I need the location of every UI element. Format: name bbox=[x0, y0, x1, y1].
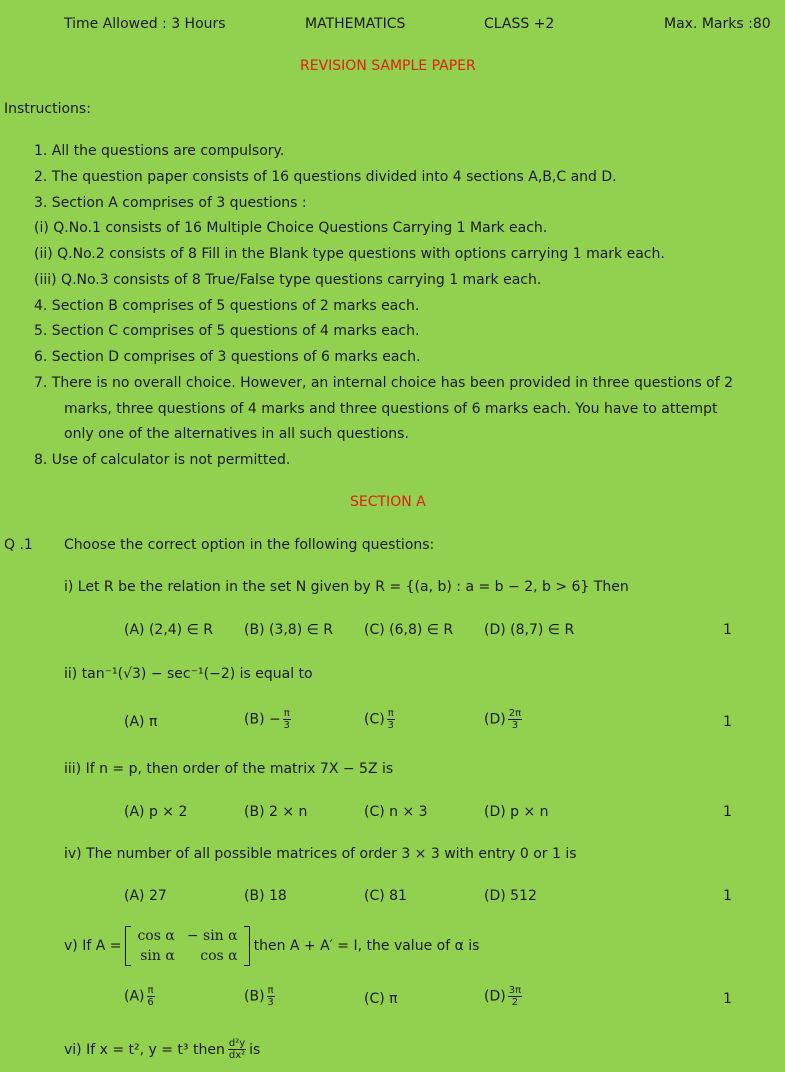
question-part-vi: vi) If x = t², y = t³ then $\frac{\text{d²y}}{\text{dx²}}$ is bbox=[64, 1038, 261, 1061]
option-d: (D) 512 bbox=[484, 888, 537, 904]
option-b: (B) (3,8) ∈ R bbox=[244, 622, 333, 638]
option-b: (B) − $\frac{\pi}{3}$ bbox=[244, 708, 290, 731]
option-b: (B) 2 × n bbox=[244, 804, 308, 820]
instruction-item: 2. The question paper consists of 16 questions divided into 4 sections A,B,C and D. bbox=[34, 169, 617, 185]
instruction-item: 5. Section C comprises of 5 questions of 4 marks each. bbox=[34, 323, 420, 339]
option-c: (C) n × 3 bbox=[364, 804, 428, 820]
subject: MATHEMATICS bbox=[305, 16, 406, 32]
paper-title: REVISION SAMPLE PAPER bbox=[300, 58, 476, 74]
mark-value: 1 bbox=[723, 714, 732, 730]
instruction-item: (ii) Q.No.2 consists of 8 Fill in the Blank type questions with options carrying 1 mark each. bbox=[34, 246, 665, 262]
class-label: CLASS +2 bbox=[484, 16, 555, 32]
time-allowed: Time Allowed : 3 Hours bbox=[64, 16, 226, 32]
mark-value: 1 bbox=[723, 888, 732, 904]
mark-value: 1 bbox=[723, 804, 732, 820]
matrix: cos α − sin α sin α cos α bbox=[125, 926, 249, 966]
mark-value: 1 bbox=[723, 991, 732, 1007]
instruction-item: 7. There is no overall choice. However, an internal choice has been provided in three questions of 2 bbox=[34, 375, 734, 391]
option-c: (C) $\frac{\pi}{3}$ bbox=[364, 708, 394, 731]
instruction-item: (iii) Q.No.3 consists of 8 True/False type questions carrying 1 mark each. bbox=[34, 272, 542, 288]
instruction-item: 8. Use of calculator is not permitted. bbox=[34, 452, 291, 468]
instruction-item: (i) Q.No.1 consists of 16 Multiple Choice Questions Carrying 1 Mark each. bbox=[34, 220, 548, 236]
option-a: (A) π bbox=[124, 714, 158, 730]
instruction-item: marks, three questions of 4 marks and three questions of 6 marks each. You have to attempt bbox=[64, 401, 718, 417]
option-a: (A) (2,4) ∈ R bbox=[124, 622, 213, 638]
option-d: (D) p × n bbox=[484, 804, 549, 820]
max-marks: Max. Marks :80 bbox=[664, 16, 771, 32]
instruction-item: 6. Section D comprises of 3 questions of 6 marks each. bbox=[34, 349, 421, 365]
question-text: Choose the correct option in the following questions: bbox=[64, 537, 435, 553]
option-a: (A) 27 bbox=[124, 888, 167, 904]
question-number: Q .1 bbox=[4, 537, 33, 553]
option-a: (A) $\frac{\pi}{6}$ bbox=[124, 985, 154, 1008]
option-c: (C) 81 bbox=[364, 888, 407, 904]
option-d: (D) $\frac{2\pi}{3}$ bbox=[484, 708, 522, 731]
option-b: (B) $\frac{\pi}{3}$ bbox=[244, 985, 274, 1008]
option-a: (A) p × 2 bbox=[124, 804, 188, 820]
option-d: (D) (8,7) ∈ R bbox=[484, 622, 575, 638]
question-part-iii: iii) If n = p, then order of the matrix 7X − 5Z is bbox=[64, 761, 394, 777]
instruction-item: only one of the alternatives in all such questions. bbox=[64, 426, 409, 442]
question-part-v: v) If A = cos α − sin α sin α cos α then A + A′ = I, the value of α is bbox=[64, 928, 480, 964]
option-c: (C) (6,8) ∈ R bbox=[364, 622, 454, 638]
instruction-item: 4. Section B comprises of 5 questions of 2 marks each. bbox=[34, 298, 420, 314]
instruction-item: 3. Section A comprises of 3 questions : bbox=[34, 195, 307, 211]
section-a-heading: SECTION A bbox=[350, 494, 426, 510]
option-c: (C) π bbox=[364, 991, 398, 1007]
option-b: (B) 18 bbox=[244, 888, 287, 904]
mark-value: 1 bbox=[723, 622, 732, 638]
question-part-i: i) Let R be the relation in the set N given by R = {(a, b) : a = b − 2, b > 6} Then bbox=[64, 579, 629, 595]
question-part-iv: iv) The number of all possible matrices of order 3 × 3 with entry 0 or 1 is bbox=[64, 846, 577, 862]
instruction-item: 1. All the questions are compulsory. bbox=[34, 143, 285, 159]
instructions-heading: Instructions: bbox=[4, 101, 91, 117]
option-d: (D) $\frac{3\pi}{2}$ bbox=[484, 985, 522, 1008]
question-part-ii: ii) tan⁻¹(√3) − sec⁻¹(−2) is equal to bbox=[64, 666, 313, 682]
